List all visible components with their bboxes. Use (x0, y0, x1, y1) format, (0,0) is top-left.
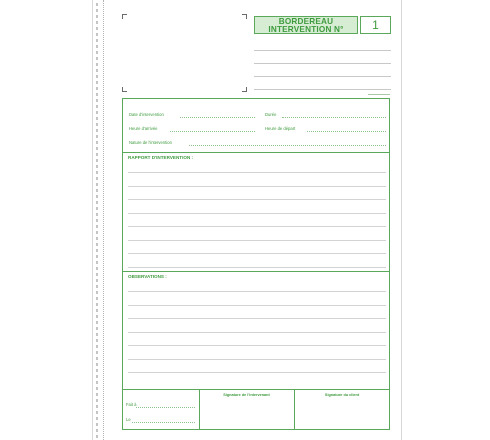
writing-line[interactable] (128, 199, 386, 200)
window-corner-mark (122, 14, 127, 19)
address-line[interactable] (254, 89, 391, 90)
writing-line[interactable] (128, 332, 386, 333)
writing-line[interactable] (128, 267, 386, 268)
depart-field[interactable] (307, 131, 386, 132)
duree-label: Durée (265, 112, 277, 117)
writing-line[interactable] (128, 253, 386, 254)
nature-field[interactable] (189, 145, 386, 146)
perforation-holes (96, 0, 100, 440)
writing-line[interactable] (128, 359, 386, 360)
le-field[interactable] (132, 422, 195, 423)
writing-line[interactable] (128, 345, 386, 346)
duree-field[interactable] (282, 117, 386, 118)
perforation-line (103, 0, 104, 440)
window-corner-mark (242, 87, 247, 92)
fait-a-label: Fait à (126, 402, 137, 407)
signature-client-label: Signature du client (324, 393, 360, 397)
arrivee-label: Heure d'arrivée (129, 126, 158, 131)
form-number: 1 (360, 16, 391, 34)
writing-line[interactable] (128, 372, 386, 373)
section-divider (122, 389, 390, 390)
nature-label: Nature de l'intervention (129, 140, 172, 145)
title-line-2: INTERVENTION N° (268, 24, 344, 34)
writing-line[interactable] (128, 213, 386, 214)
title-line-1: BORDEREAU (278, 17, 334, 26)
signature-intervenant-label: Signature de l'intervenant (223, 393, 270, 397)
writing-line[interactable] (128, 291, 386, 292)
arrivee-field[interactable] (170, 131, 255, 132)
writing-line[interactable] (128, 318, 386, 319)
address-line[interactable] (254, 63, 391, 64)
address-line[interactable] (254, 50, 391, 51)
le-label: Le (126, 417, 131, 422)
observations-heading: OBSERVATIONS : (128, 274, 167, 279)
writing-line[interactable] (128, 226, 386, 227)
section-divider (122, 152, 390, 153)
writing-line[interactable] (128, 172, 386, 173)
date-label: Date d'intervention (129, 112, 164, 117)
form-title (254, 16, 358, 34)
form-frame (122, 98, 390, 430)
section-divider (122, 271, 390, 272)
depart-label: Heure de départ (265, 126, 296, 131)
address-line[interactable] (254, 76, 391, 77)
window-corner-mark (122, 87, 127, 92)
writing-line[interactable] (128, 186, 386, 187)
date-field[interactable] (180, 117, 255, 118)
printer-reference-mark (368, 93, 390, 96)
window-corner-mark (242, 14, 247, 19)
fait-a-field[interactable] (136, 407, 195, 408)
rapport-heading: RAPPORT D'INTERVENTION : (128, 155, 194, 160)
writing-line[interactable] (128, 305, 386, 306)
writing-line[interactable] (128, 240, 386, 241)
